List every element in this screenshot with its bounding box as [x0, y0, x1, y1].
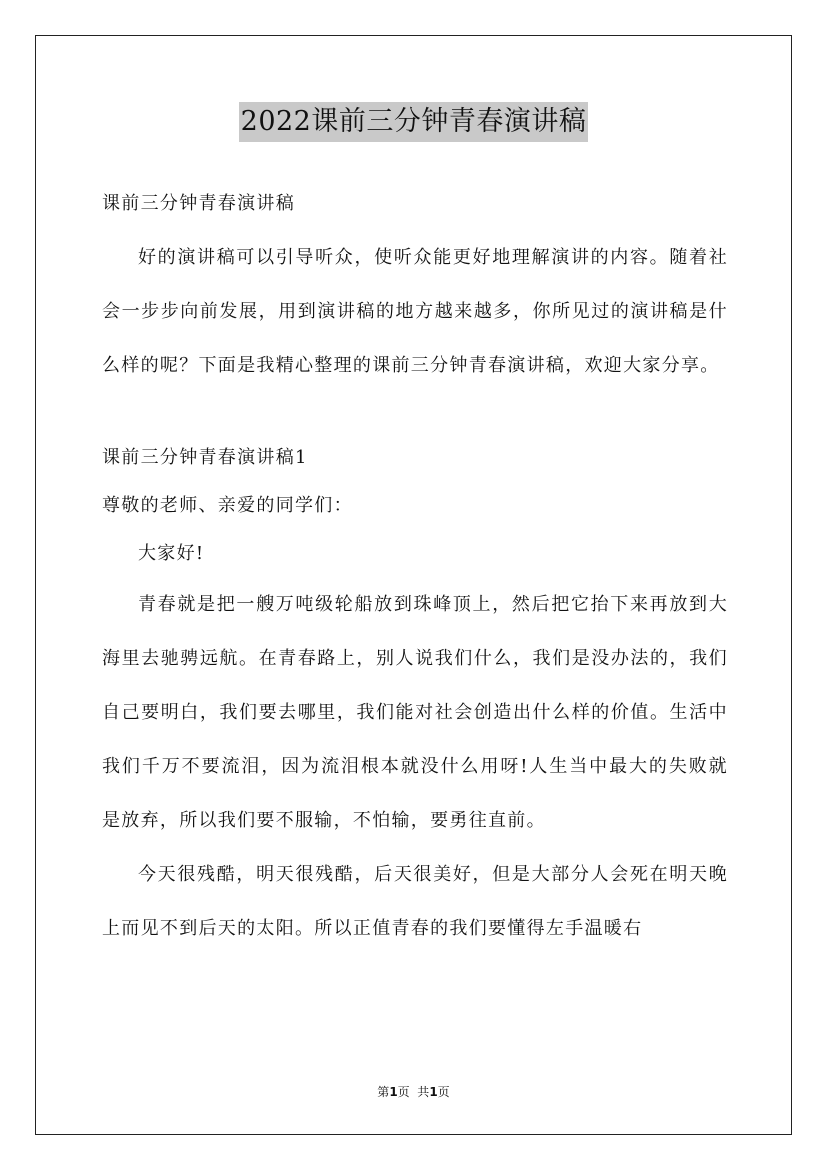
greeting: 大家好!	[138, 543, 205, 564]
document-title-row	[0, 102, 827, 142]
body-paragraph-2: 今天很残酷，明天很残酷，后天很美好，但是大部分人会死在明天晚上而见不到后天的太阳。所以正值青春的我们要懂得左手温暖右	[102, 864, 728, 939]
footer-suffix: 页	[437, 1085, 450, 1099]
intro-paragraph: 好的演讲稿可以引导听众，使听众能更好地理解演讲的内容。随着社会一步步向前发展，用到演讲稿的地方越来越多，你所见过的演讲稿是什么样的呢？下面是我精心整理的课前三分钟青春演讲稿，欢迎大家分享。	[102, 247, 728, 376]
page-footer	[0, 1083, 827, 1100]
section-heading-1: 课前三分钟青春演讲稿1	[102, 447, 308, 468]
footer-prefix: 第	[377, 1085, 390, 1099]
document-title: 2022课前三分钟青春演讲稿	[239, 102, 589, 142]
footer-page-current: 1	[389, 1085, 398, 1099]
footer-page-total: 1	[429, 1085, 438, 1099]
section-heading: 课前三分钟青春演讲稿	[102, 193, 295, 214]
footer-mid: 页 共	[397, 1085, 430, 1099]
salutation: 尊敬的老师、亲爱的同学们：	[102, 495, 353, 516]
body-paragraph-1: 青春就是把一艘万吨级轮船放到珠峰顶上，然后把它抬下来再放到大海里去驰骋远航。在青春路上，别人说我们什么，我们是没办法的，我们自己要明白，我们要去哪里，我们能对社会创造出什么样的价值。生活中我们千万不要流泪，因为流泪根本就没什么用呀!人生当中最大的失败就是放弃，所以我们要不服输，不怕输，要勇往直前。	[102, 594, 728, 831]
document-body	[102, 177, 728, 956]
blank-line	[102, 393, 728, 447]
